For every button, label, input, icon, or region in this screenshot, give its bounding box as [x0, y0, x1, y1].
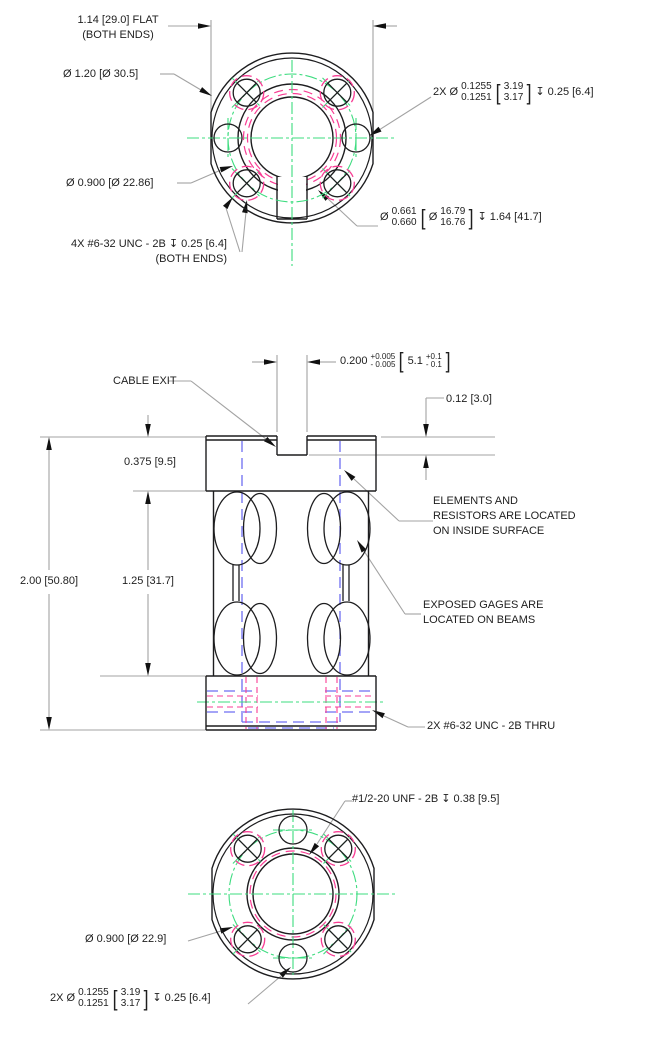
cable-exit-label: CABLE EXIT: [113, 375, 177, 387]
outer-diameter-label: Ø 1.20 [Ø 30.5]: [63, 68, 139, 80]
side-view-drawing: [40, 351, 495, 730]
dowel-upper: 0.1255: [461, 81, 492, 92]
dowel-suffix: ↧ 0.25 [6.4]: [152, 992, 211, 1005]
slot-mtol-up: +0.1: [425, 351, 442, 361]
bore-limits-mm: [440, 207, 465, 228]
tapped-holes-line1: 4X #6-32 UNC - 2B ↧ 0.25 [6.4]: [71, 238, 227, 250]
bolt-circle-label-top: Ø 0.900 [Ø 22.86]: [66, 177, 154, 189]
bracket-close: ]: [143, 985, 149, 1011]
mid-height-text: 1.25 [31.7]: [119, 574, 177, 589]
bore-limits-inch: [392, 207, 417, 228]
bracket-open: [: [399, 348, 404, 373]
overall-height-dimension: [4, 574, 94, 589]
tapped-holes-line2: (BOTH ENDS): [155, 252, 227, 265]
dowel-limits-inch: [78, 988, 109, 1009]
elements-note: [433, 494, 576, 539]
bore-mid: Ø: [428, 211, 438, 224]
dowel-m-lower: 3.17: [120, 997, 141, 1009]
slot-width-dimension: [340, 348, 451, 373]
slot-value: 0.200: [340, 354, 368, 367]
elements-note-line2: RESISTORS ARE LOCATED: [433, 510, 576, 522]
elements-note-line1: ELEMENTS AND: [433, 495, 518, 507]
dowel-m-upper: 3.19: [120, 987, 141, 998]
slot-mtol-dn: - 0.1: [425, 360, 442, 369]
dowel-limits-mm: [121, 988, 140, 1009]
flat-dim-line2: (BOTH ENDS): [82, 28, 154, 41]
dowel-m-upper: 3.19: [503, 81, 524, 92]
slot-tol-dn: - 0.005: [370, 360, 396, 369]
flat-dim-line1: 1.14 [29.0] FLAT: [77, 14, 159, 26]
tapped-holes-label-top: [37, 237, 227, 266]
bolt-circle-label-bottom: Ø 0.900 [Ø 22.9]: [85, 933, 167, 945]
bore-label-top: [380, 204, 542, 230]
dowel-limits-mm: [504, 82, 523, 103]
slot-tolerance-inch: [371, 353, 396, 370]
gages-note-line1: EXPOSED GAGES ARE: [423, 599, 544, 611]
mid-height-dimension: [103, 574, 193, 589]
bore-upper: 0.661: [391, 206, 417, 217]
thru-holes-label: 2X #6-32 UNC - 2B THRU: [427, 720, 556, 732]
slot-tolerance-mm: [426, 353, 442, 370]
bore-m-upper: 16.79: [440, 206, 466, 217]
bracket-open: [: [495, 79, 501, 105]
elements-note-line3: ON INSIDE SURFACE: [433, 525, 545, 537]
bracket-open: [: [420, 204, 426, 230]
dowel-lower: 0.1251: [78, 997, 109, 1009]
bore-lower: 0.660: [391, 216, 417, 228]
flat-dimension-label: [63, 13, 173, 42]
bore-m-lower: 16.76: [440, 216, 466, 228]
bottom-view-drawing: [188, 801, 398, 1004]
gages-note: [423, 598, 543, 628]
slot-tol-up: +0.005: [370, 351, 396, 361]
dowel-limits-inch: [461, 82, 492, 103]
dowel-holes-label-top: [433, 79, 594, 105]
notch-depth-dimension: 0.12 [3.0]: [446, 393, 492, 405]
slot-metric: 5.1: [407, 354, 423, 367]
center-thread-label-bottom: #1/2-20 UNF - 2B ↧ 0.38 [9.5]: [352, 793, 500, 805]
bracket-close: ]: [445, 348, 451, 373]
flange-height-dimension: 0.375 [9.5]: [124, 456, 176, 468]
bracket-open: [: [112, 985, 118, 1011]
gages-note-line2: LOCATED ON BEAMS: [423, 614, 536, 626]
dowel-holes-label-bottom: [50, 985, 211, 1011]
bore-prefix: Ø: [380, 211, 389, 224]
dowel-prefix: 2X Ø: [433, 86, 459, 99]
dowel-suffix: ↧ 0.25 [6.4]: [535, 86, 594, 99]
overall-height-text: 2.00 [50.80]: [17, 574, 81, 589]
dowel-m-lower: 3.17: [503, 91, 524, 103]
dowel-lower: 0.1251: [461, 91, 492, 103]
dowel-prefix: 2X Ø: [50, 992, 76, 1005]
bracket-close: ]: [526, 79, 532, 105]
bore-suffix: ↧ 1.64 [41.7]: [477, 211, 542, 224]
top-view-drawing: [160, 20, 431, 266]
dowel-upper: 0.1255: [78, 987, 109, 998]
bracket-close: ]: [468, 204, 474, 230]
